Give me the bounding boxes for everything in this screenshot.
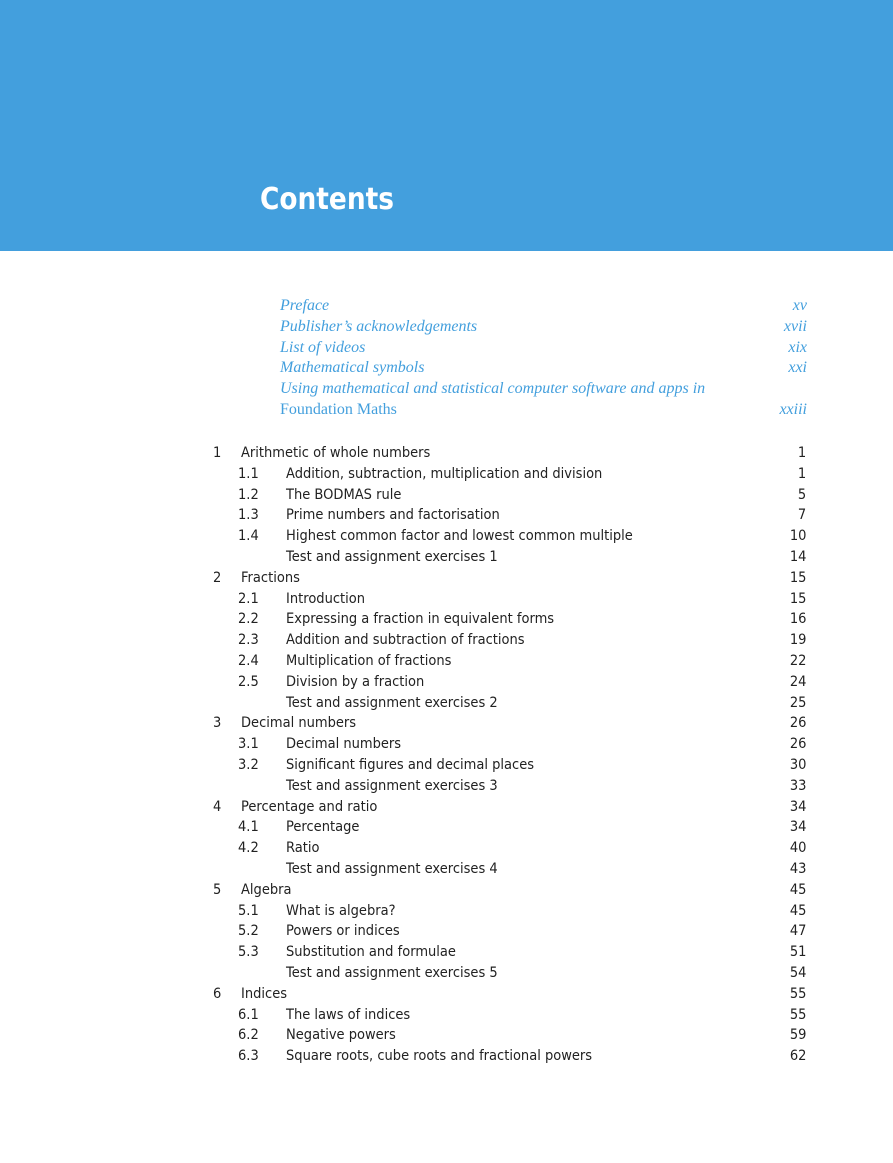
toc-section-row[interactable] bbox=[0, 526, 893, 547]
toc-page: 15 bbox=[789, 590, 806, 607]
toc-title: Decimal numbers bbox=[241, 715, 357, 732]
toc-page: 26 bbox=[789, 736, 806, 753]
toc-number: 3.1 bbox=[238, 736, 259, 753]
toc-page: 45 bbox=[789, 902, 806, 919]
toc-test-row[interactable] bbox=[0, 693, 893, 714]
toc-page: 47 bbox=[789, 923, 806, 940]
toc-section-row[interactable] bbox=[0, 651, 893, 672]
toc-page: 62 bbox=[789, 1048, 806, 1065]
toc-title: Fractions bbox=[241, 569, 300, 586]
front-matter-label: Mathematical symbols bbox=[280, 359, 425, 377]
toc-chapter-row[interactable] bbox=[0, 797, 893, 818]
toc-number: 4.1 bbox=[238, 819, 259, 836]
front-matter-item[interactable] bbox=[280, 358, 807, 379]
toc-title: Test and assignment exercises 1 bbox=[286, 548, 498, 565]
front-matter-label: Preface bbox=[280, 297, 330, 314]
toc-page: 55 bbox=[789, 985, 806, 1002]
toc-title: Introduction bbox=[286, 590, 366, 607]
toc-page: 15 bbox=[789, 569, 806, 586]
toc-number: 6.1 bbox=[238, 1006, 259, 1023]
toc-page: 54 bbox=[789, 964, 806, 981]
toc-section-row[interactable] bbox=[0, 901, 893, 922]
toc-number: 1.2 bbox=[238, 486, 259, 503]
toc-title: Square roots, cube roots and fractional powers bbox=[286, 1048, 593, 1065]
toc-page: 25 bbox=[789, 694, 806, 711]
toc-page: 59 bbox=[789, 1027, 806, 1044]
toc-page: 51 bbox=[789, 944, 806, 961]
toc-number: 5 bbox=[213, 881, 222, 898]
toc-section-row[interactable] bbox=[0, 838, 893, 859]
toc-number: 2.1 bbox=[238, 590, 259, 607]
toc-section-row[interactable] bbox=[0, 589, 893, 610]
toc-number: 4 bbox=[213, 798, 222, 815]
toc-title: Decimal numbers bbox=[286, 736, 402, 753]
toc-page: 16 bbox=[789, 611, 806, 628]
toc-chapter-row[interactable] bbox=[0, 984, 893, 1005]
toc-title: Percentage bbox=[286, 819, 360, 836]
toc-section-row[interactable] bbox=[0, 817, 893, 838]
toc-section-row[interactable] bbox=[0, 1025, 893, 1046]
toc-title: The BODMAS rule bbox=[286, 486, 402, 503]
toc-section-row[interactable] bbox=[0, 734, 893, 755]
front-matter-label: Using mathematical and statistical computer software and apps in bbox=[280, 380, 706, 398]
toc-title: Substitution and formulae bbox=[286, 944, 456, 961]
toc-title: Powers or indices bbox=[286, 923, 400, 940]
toc-title: The laws of indices bbox=[286, 1006, 411, 1023]
toc-chapter-row[interactable] bbox=[0, 568, 893, 589]
toc-chapter-row[interactable] bbox=[0, 713, 893, 734]
page-title: Contents bbox=[260, 182, 394, 217]
toc-page: 1 bbox=[797, 445, 806, 461]
toc-page: 33 bbox=[789, 777, 806, 794]
toc-test-row[interactable] bbox=[0, 859, 893, 880]
toc-number: 4.2 bbox=[238, 840, 259, 857]
toc-test-row[interactable] bbox=[0, 776, 893, 797]
front-matter-page: xv bbox=[792, 297, 807, 314]
toc-page: 26 bbox=[789, 715, 806, 732]
front-matter-list bbox=[280, 296, 807, 421]
toc-page: 22 bbox=[789, 652, 806, 669]
front-matter-label: Foundation Maths bbox=[280, 400, 397, 418]
toc-number: 6.2 bbox=[238, 1027, 259, 1044]
toc-number: 1.1 bbox=[238, 465, 259, 482]
toc-page: 45 bbox=[789, 881, 806, 898]
toc-page: 43 bbox=[789, 860, 806, 877]
front-matter-item[interactable] bbox=[280, 317, 807, 338]
front-matter-item[interactable] bbox=[280, 296, 807, 317]
toc-title: Test and assignment exercises 5 bbox=[286, 964, 498, 981]
toc-title: Test and assignment exercises 2 bbox=[286, 694, 498, 711]
toc-title: Indices bbox=[241, 985, 288, 1002]
toc-page: 19 bbox=[789, 632, 806, 649]
toc-section-row[interactable] bbox=[0, 755, 893, 776]
toc-number: 1.3 bbox=[238, 507, 259, 524]
toc-number: 2.4 bbox=[238, 652, 259, 669]
toc-title: Expressing a fraction in equivalent forms bbox=[286, 611, 555, 628]
toc-number: 2.5 bbox=[238, 673, 259, 690]
toc-section-row[interactable] bbox=[0, 1046, 893, 1067]
toc-test-row[interactable] bbox=[0, 963, 893, 984]
toc-number: 6.3 bbox=[238, 1048, 259, 1065]
toc-title: Addition, subtraction, multiplication and division bbox=[286, 465, 603, 482]
front-matter-page: xxi bbox=[788, 359, 807, 377]
toc-title: Prime numbers and factorisation bbox=[286, 507, 500, 524]
toc-title: Test and assignment exercises 3 bbox=[286, 777, 498, 794]
toc-number: 6 bbox=[213, 985, 222, 1002]
toc-section-row[interactable] bbox=[0, 942, 893, 963]
front-matter-item[interactable] bbox=[280, 338, 807, 359]
toc-list bbox=[0, 443, 893, 1067]
toc-section-row[interactable] bbox=[0, 464, 893, 485]
front-matter-label: Publisher’s acknowledgements bbox=[280, 317, 478, 335]
toc-number: 5.2 bbox=[238, 923, 259, 940]
toc-number: 5.1 bbox=[238, 902, 259, 919]
front-matter-page: xix bbox=[788, 338, 807, 356]
toc-chapter-row[interactable] bbox=[0, 443, 893, 464]
toc-page: 34 bbox=[789, 819, 806, 836]
toc-page: 30 bbox=[789, 756, 806, 773]
toc-title: Highest common factor and lowest common multiple bbox=[286, 528, 633, 545]
toc-title: Addition and subtraction of fractions bbox=[286, 632, 525, 649]
toc-title: Arithmetic of whole numbers bbox=[241, 445, 431, 461]
toc-section-row[interactable] bbox=[0, 630, 893, 651]
toc-section-row[interactable] bbox=[0, 485, 893, 506]
toc-section-row[interactable] bbox=[0, 505, 893, 526]
toc-title: Negative powers bbox=[286, 1027, 396, 1044]
toc-number: 5.3 bbox=[238, 944, 259, 961]
toc-section-row[interactable] bbox=[0, 1005, 893, 1026]
toc-title: Percentage and ratio bbox=[241, 798, 378, 815]
toc-page: 34 bbox=[789, 798, 806, 815]
toc-chapter-row[interactable] bbox=[0, 880, 893, 901]
front-matter-item[interactable] bbox=[280, 379, 807, 400]
toc-number: 2.2 bbox=[238, 611, 259, 628]
toc-section-row[interactable] bbox=[0, 609, 893, 630]
toc-number: 3.2 bbox=[238, 756, 259, 773]
toc-number: 1 bbox=[213, 445, 222, 461]
toc-page: 14 bbox=[789, 548, 806, 565]
toc-title: Division by a fraction bbox=[286, 673, 425, 690]
toc-title: Algebra bbox=[241, 881, 292, 898]
toc-title: Significant figures and decimal places bbox=[286, 756, 535, 773]
toc-test-row[interactable] bbox=[0, 547, 893, 568]
toc-number: 1.4 bbox=[238, 528, 259, 545]
toc-page: 5 bbox=[797, 486, 806, 503]
toc-title: Multiplication of fractions bbox=[286, 652, 452, 669]
toc-number: 2 bbox=[213, 569, 222, 586]
toc-page: 10 bbox=[789, 528, 806, 545]
toc-page: 1 bbox=[797, 465, 806, 482]
toc-page: 24 bbox=[789, 673, 806, 690]
toc-title: Test and assignment exercises 4 bbox=[286, 860, 498, 877]
toc-title: Ratio bbox=[286, 840, 320, 857]
toc-number: 3 bbox=[213, 715, 222, 732]
front-matter-label: List of videos bbox=[280, 338, 366, 356]
toc-title: What is algebra? bbox=[286, 902, 396, 919]
toc-page: 40 bbox=[789, 840, 806, 857]
front-matter-page: xxiii bbox=[779, 400, 807, 418]
header-band bbox=[0, 0, 893, 251]
toc-page: 55 bbox=[789, 1006, 806, 1023]
front-matter-item[interactable] bbox=[280, 400, 807, 421]
front-matter-page: xvii bbox=[783, 317, 807, 335]
toc-section-row[interactable] bbox=[0, 921, 893, 942]
toc-section-row[interactable] bbox=[0, 672, 893, 693]
toc-page: 7 bbox=[797, 507, 806, 524]
toc-number: 2.3 bbox=[238, 632, 259, 649]
